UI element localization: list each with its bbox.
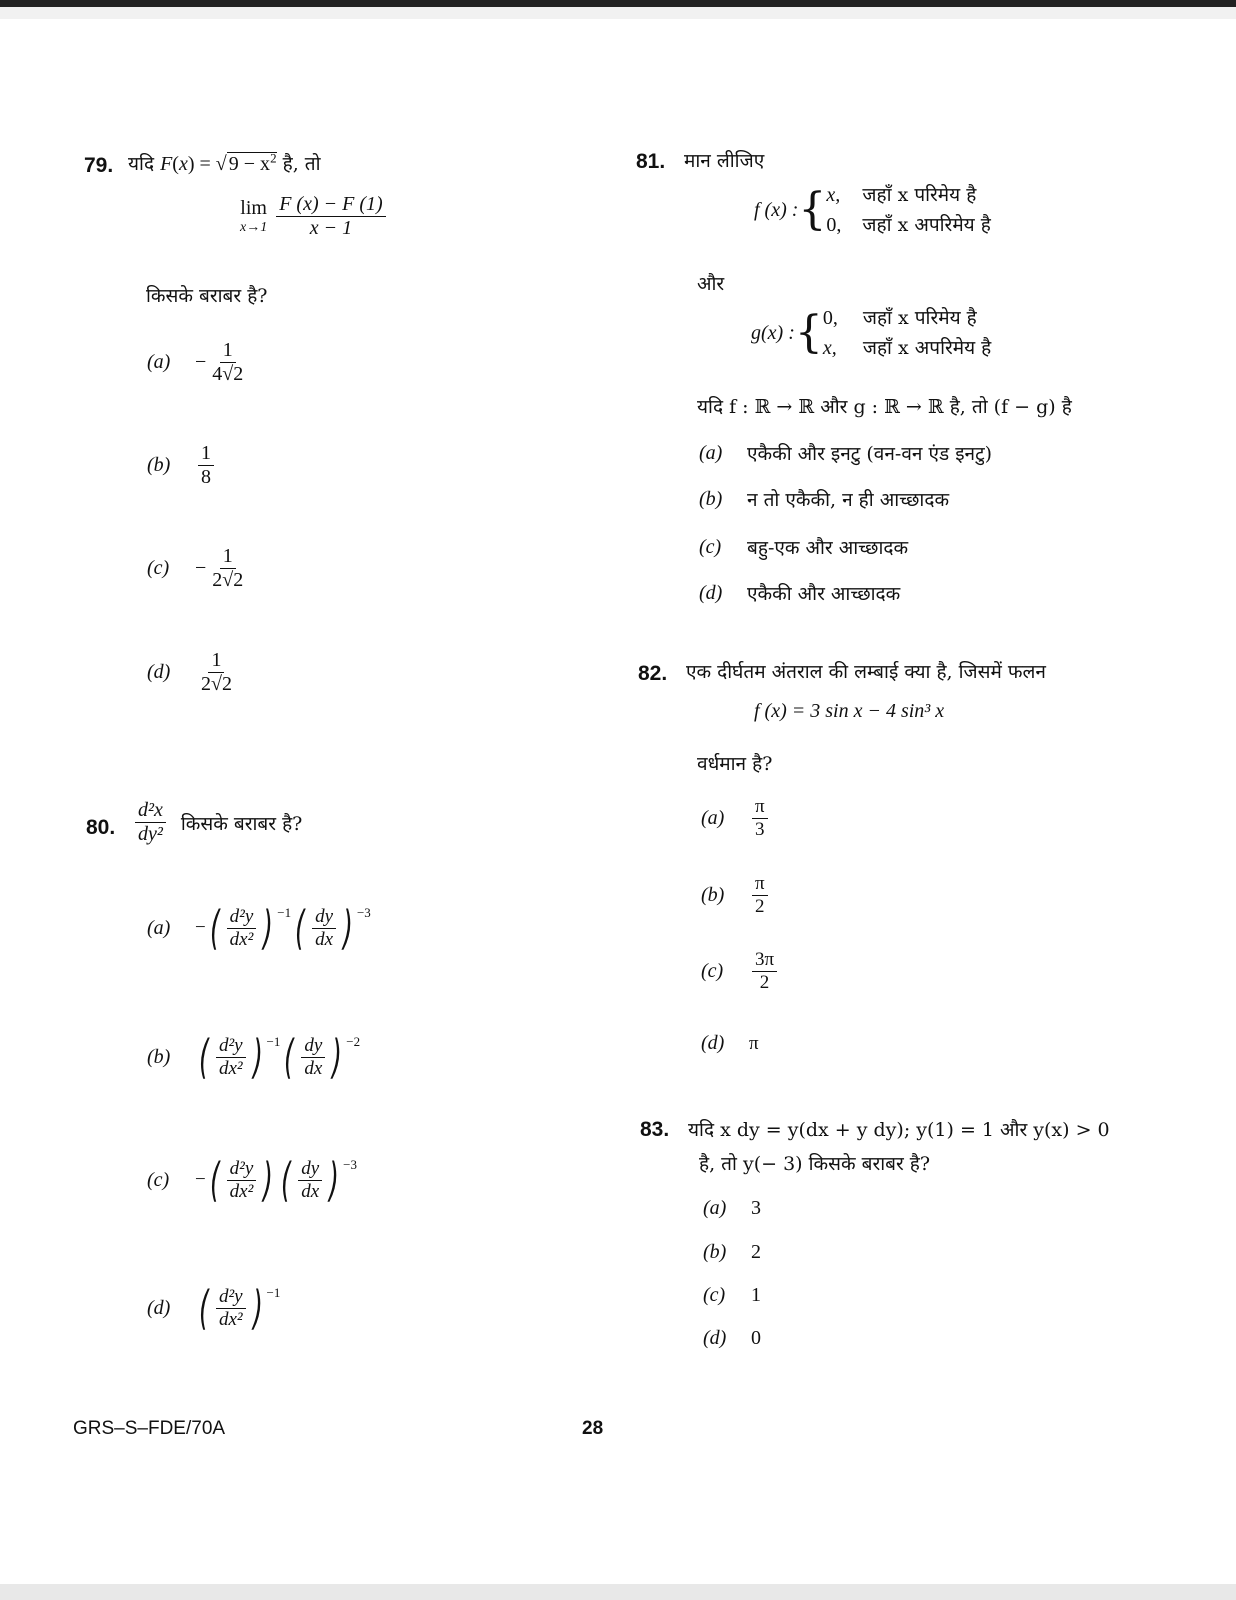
question-81-intro: मान लीजिए bbox=[684, 150, 765, 172]
word-hai-to: है, तो bbox=[282, 153, 321, 175]
option-a[interactable]: (a) 3 bbox=[703, 1197, 761, 1219]
question-79-ask: किसके बराबर है? bbox=[146, 285, 268, 307]
question-82-text: एक दीर्घतम अंतराल की लम्बाई क्या है, जिसमें फलन bbox=[686, 661, 1046, 683]
question-number: 79. bbox=[84, 154, 114, 177]
question-82-ask: वर्धमान है? bbox=[697, 753, 773, 775]
option-b[interactable]: (b) $\frac{1}{8}$ bbox=[147, 443, 217, 488]
option-d[interactable]: (d) $\frac{1}{2√2}$ bbox=[147, 649, 232, 695]
question-number: 82. bbox=[638, 662, 668, 685]
sqrt-expression: $9 - x^2$ bbox=[228, 150, 277, 175]
limit-expression: lim x→1 $\frac{F (x) - F (1)}{x - 1}$ bbox=[240, 194, 389, 239]
function-expression: f (x) = 3 sin x − 4 sin³ x bbox=[754, 700, 945, 722]
scan-bottom-edge bbox=[0, 1584, 1236, 1600]
question-number: 81. bbox=[636, 150, 666, 173]
question-number: 80. bbox=[86, 816, 116, 839]
option-c[interactable]: (c) − $\frac{1}{2√2}$ bbox=[147, 545, 244, 591]
question-79-intro: यदि F(x) = √ $9 - x^2$ है, तो bbox=[128, 150, 321, 175]
f-definition: f (x) : { x, जहाँ x परिमेय है 0, जहाँ x अपरिमेय है bbox=[754, 184, 991, 236]
word-yadi: यदि bbox=[128, 153, 155, 175]
word-and: और bbox=[697, 273, 725, 295]
option-d[interactable]: (d) 0 bbox=[703, 1327, 761, 1349]
scan-top-edge bbox=[0, 0, 1236, 7]
question-number: 83. bbox=[640, 1118, 670, 1141]
question-81-condition: यदि f : ℝ → ℝ और g : ℝ → ℝ है, तो (f − g) है bbox=[697, 396, 1072, 418]
question-83-line2: है, तो y(− 3) किसके बराबर है? bbox=[699, 1153, 931, 1175]
option-d[interactable]: (d) π bbox=[701, 1032, 759, 1054]
option-d[interactable]: (d) ( $\frac{\text{d²y}}{\text{dx²}}$ ) $^{-1}$ bbox=[147, 1281, 281, 1335]
option-c[interactable]: (c) बहु-एक और आच्छादक bbox=[699, 535, 909, 559]
paper-code: GRS–S–FDE/70A bbox=[73, 1418, 226, 1439]
g-definition: g(x) : { 0, जहाँ x परिमेय है x, जहाँ x अपरिमेय है bbox=[751, 307, 992, 359]
option-b[interactable]: (b) $\frac{\pi}{2}$ bbox=[701, 874, 771, 917]
option-d[interactable]: (d) एकैकी और आच्छादक bbox=[699, 581, 901, 605]
page-number: 28 bbox=[582, 1418, 604, 1439]
option-b[interactable]: (b) ( $\frac{\text{d²y}}{\text{dx²}}$ ) $^{-1}$ ( $\frac{dy}{dx}$ ) $^{-2}$ bbox=[147, 1030, 361, 1084]
option-c[interactable]: (c) 1 bbox=[703, 1284, 761, 1306]
option-c[interactable]: (c) − ( $\frac{\text{d²y}}{\text{dx²}}$ ) ( $\frac{dy}{dx}$ ) $^{-3}$ bbox=[147, 1153, 357, 1207]
question-80-stem: $\frac{\text{d²x}}{\text{dy²}}$ किसके बराबर है? bbox=[132, 800, 302, 845]
scan-top-shadow bbox=[0, 7, 1236, 19]
option-b[interactable]: (b) 2 bbox=[703, 1241, 761, 1263]
option-a[interactable]: (a) एकैकी और इनटु (वन-वन एंड इनटु) bbox=[699, 441, 993, 465]
option-c[interactable]: (c) $\frac{3\pi}{2}$ bbox=[701, 950, 780, 993]
option-a[interactable]: (a) − $\frac{1}{4√2}$ bbox=[147, 339, 244, 385]
option-a[interactable]: (a) $\frac{\pi}{3}$ bbox=[701, 797, 771, 840]
question-83-line1: यदि x dy = y(dx + y dy); y(1) = 1 और y(x) > 0 bbox=[688, 1119, 1110, 1141]
option-b[interactable]: (b) न तो एकैकी, न ही आच्छादक bbox=[699, 487, 950, 511]
option-a[interactable]: (a) − ( $\frac{\text{d²y}}{\text{dx²}}$ ) $^{-1}$ ( $\frac{dy}{dx}$ ) $^{-3}$ bbox=[147, 901, 371, 955]
